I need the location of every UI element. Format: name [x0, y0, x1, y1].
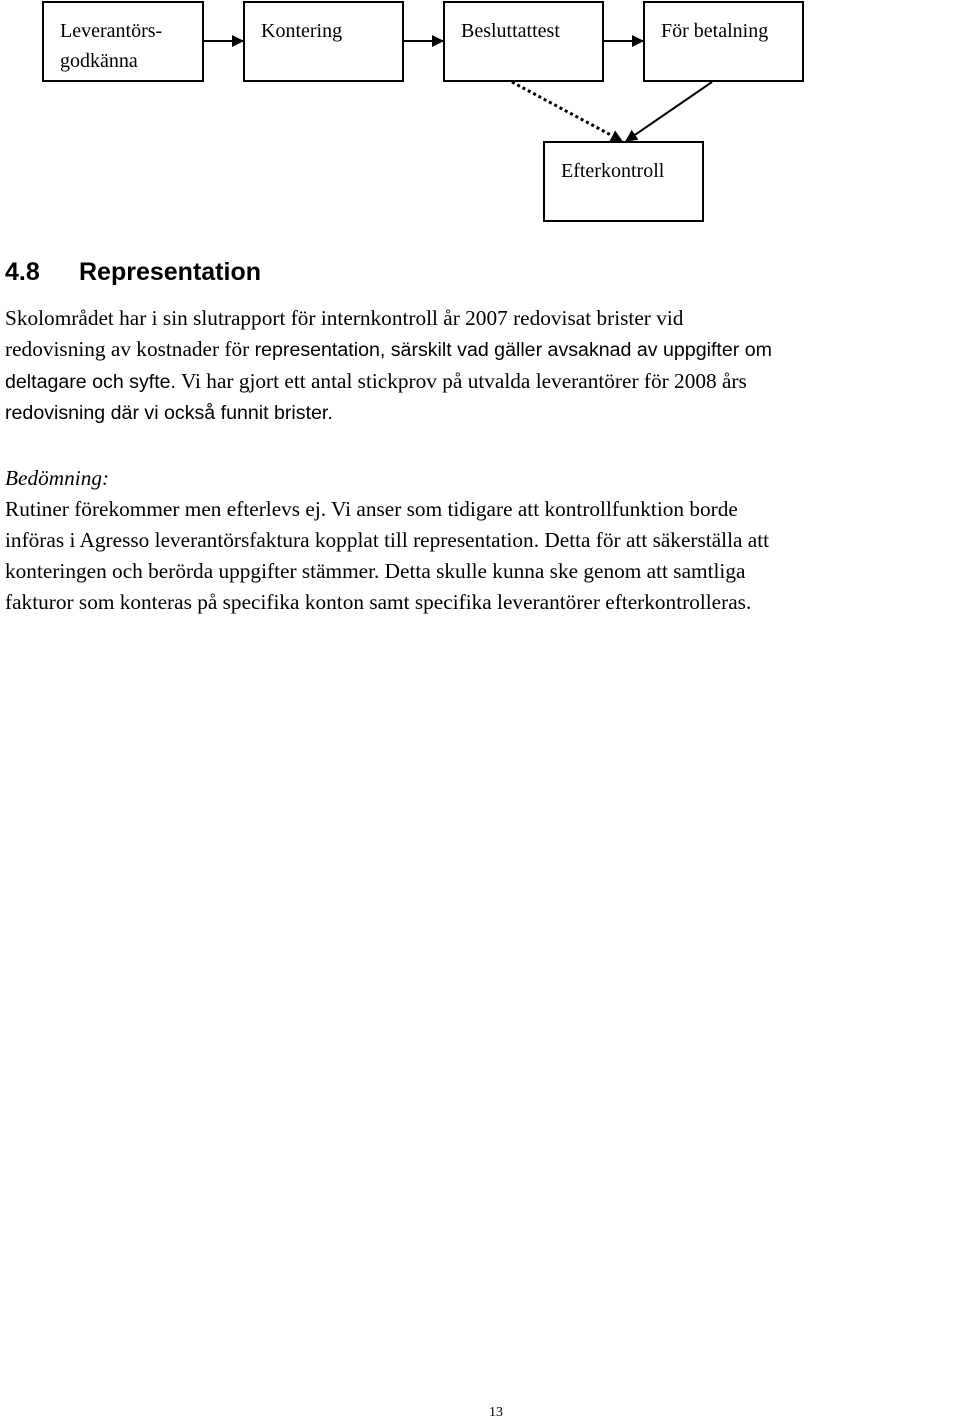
- flow-box-efterkontroll: [543, 141, 704, 222]
- section-heading: [5, 254, 261, 290]
- flow-box-label: För betalning: [661, 20, 769, 42]
- paragraph-text-sans: deltagare och syfte.: [5, 371, 177, 393]
- paragraph-line: Skolområdet har i sin slutrapport för internkontroll år 2007 redovisat brister vid: [5, 306, 684, 330]
- flow-box-kontering: [243, 1, 404, 82]
- assessment-line: Rutiner förekommer men efterlevs ej. Vi anser som tidigare att kontrollfunktion borde: [5, 497, 738, 521]
- arrow-4-5: [626, 82, 712, 141]
- flow-box-label: Efterkontroll: [561, 160, 665, 182]
- section-number: 4.8: [5, 258, 40, 286]
- paragraph-line: [5, 334, 772, 366]
- paragraph-text-sans: representation, särskilt vad gäller avsaknad av uppgifter om: [254, 339, 772, 361]
- paragraph-text-serif: Vi har gjort ett antal stickprov på utvalda leverantörer för 2008 års: [176, 369, 747, 393]
- flow-box-label: godkänna: [60, 50, 138, 72]
- dotted-arrow-3-5: [512, 82, 622, 141]
- flow-box-label: Kontering: [261, 20, 343, 42]
- paragraph-line: redovisning där vi också funnit brister.: [5, 402, 333, 424]
- assessment-line: konteringen och berörda uppgifter stämmer. Detta skulle kunna ske genom att samtliga: [5, 559, 746, 583]
- flow-box-label: Leverantörs-: [60, 20, 163, 42]
- page-number: 13: [489, 1405, 503, 1420]
- flow-box-leverantors-godkanna: [42, 1, 204, 82]
- paragraph-line: [5, 366, 747, 398]
- assessment-label: Bedömning:: [5, 466, 110, 490]
- paragraph-text-serif: redovisning av kostnader för: [5, 337, 255, 361]
- section-title: Representation: [79, 258, 261, 286]
- assessment-line: fakturor som konteras på specifika konton samt specifika leverantörer efterkontrolleras.: [5, 590, 752, 614]
- flow-box-label: Besluttattest: [461, 20, 560, 42]
- assessment-line: införas i Agresso leverantörsfaktura kopplat till representation. Detta för att säkerställa att: [5, 528, 770, 552]
- process-flowchart: [0, 0, 960, 230]
- flow-box-beslutattest: [443, 1, 604, 82]
- flow-box-for-betalning: [643, 1, 804, 82]
